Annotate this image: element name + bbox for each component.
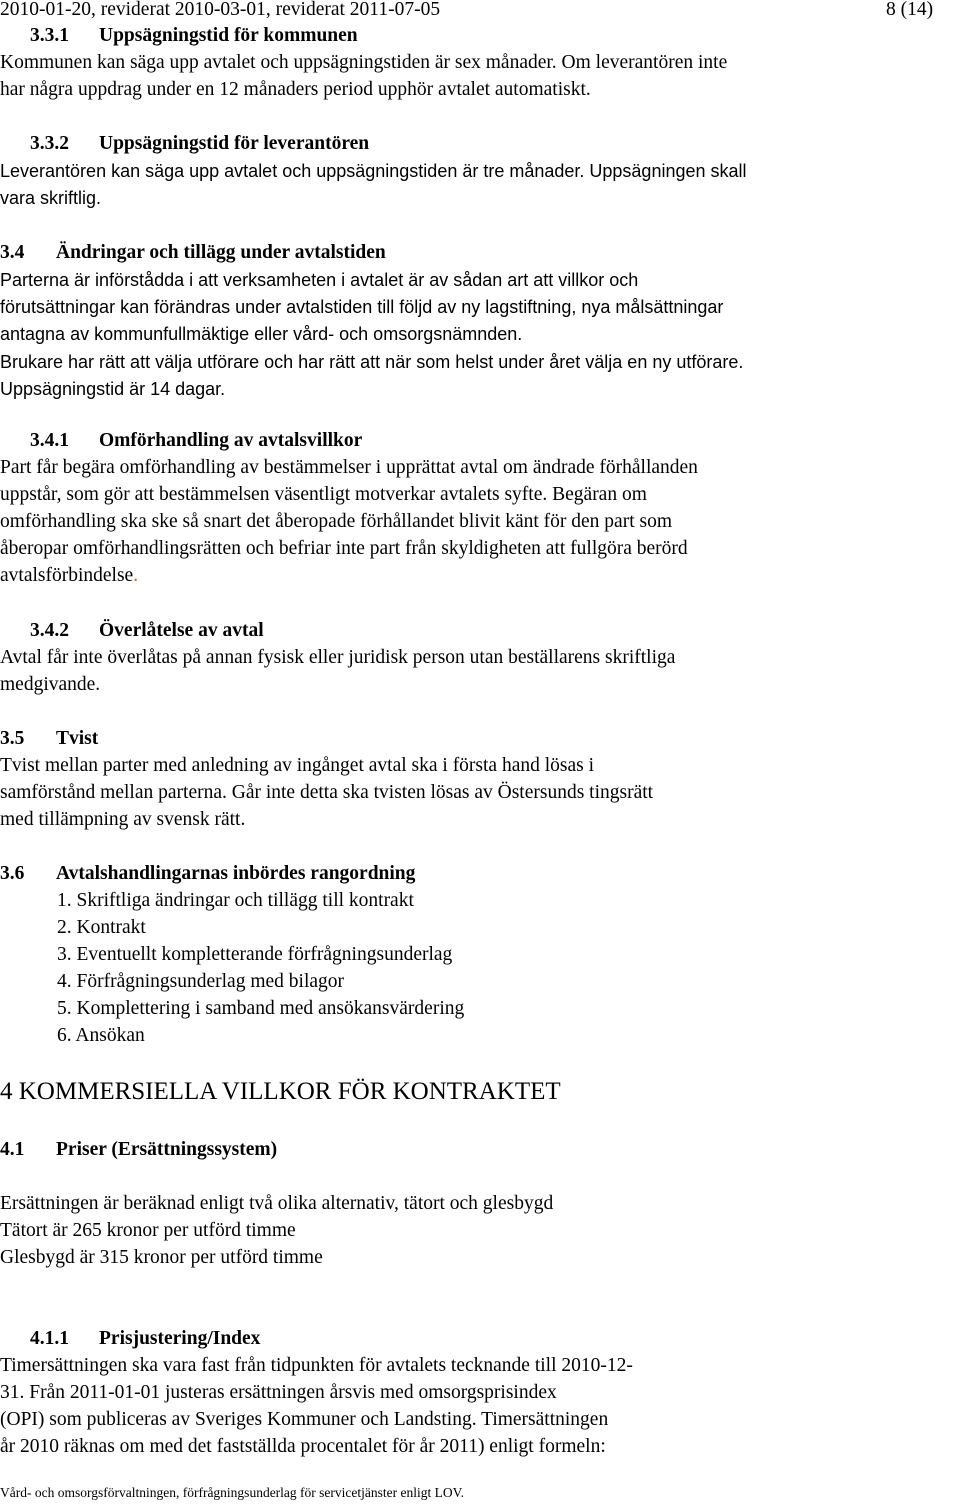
list-item: 4. Förfrågningsunderlag med bilagor — [57, 971, 345, 992]
paragraph-line: har några uppdrag under en 12 månaders period upphör avtalet automatiskt. — [0, 79, 591, 100]
paragraph-line: uppstår, som gör att bestämmelsen väsentligt motverkar avtalets syfte. Begäran om — [0, 484, 647, 505]
paragraph-line: med tillämpning av svensk rätt. — [0, 809, 246, 830]
section-title: Tvist — [56, 728, 99, 749]
paragraph-line: vara skriftlig. — [0, 188, 102, 208]
trailing-period: . — [133, 565, 139, 586]
section-title: Uppsägningstid för leverantören — [99, 133, 370, 154]
section-title: Överlåtelse av avtal — [99, 620, 264, 641]
list-item: 1. Skriftliga ändringar och tillägg till kontrakt — [57, 890, 414, 911]
paragraph-line: Kommunen kan säga upp avtalet och uppsägningstiden är sex månader. Om leverantören inte — [0, 52, 728, 73]
page-number: 8 (14) — [886, 0, 934, 20]
paragraph-line: Avtal får inte överlåtas på annan fysisk eller juridisk person utan beställarens skriftliga — [0, 647, 676, 668]
section-number: 3.4 — [0, 242, 25, 263]
paragraph-line: Parterna är införstådda i att verksamheten i avtalet är av sådan art att villkor och — [0, 270, 639, 290]
section-title: Prisjustering/Index — [99, 1328, 261, 1349]
paragraph-line: Leverantören kan säga upp avtalet och uppsägningstiden är tre månader. Uppsägningen skall — [0, 161, 747, 181]
paragraph-line: (OPI) som publiceras av Sveriges Kommuner och Landsting. Timersättningen — [0, 1409, 609, 1430]
section-title: Uppsägningstid för kommunen — [99, 25, 358, 46]
section-heading-3-4-2 — [30, 618, 264, 644]
list-item: 6. Ansökan — [57, 1025, 145, 1046]
section-heading-4-1-1 — [30, 1326, 260, 1352]
paragraph-line: förutsättningar kan förändras under avtalstiden till följd av ny lagstiftning, nya målsättningar — [0, 297, 724, 317]
section-number: 4.1.1 — [30, 1328, 69, 1349]
section-heading-3-4 — [0, 240, 386, 266]
paragraph-line: år 2010 räknas om med det fastställda procentalet för år 2011) enligt formeln: — [0, 1436, 606, 1457]
section-heading-3-4-1 — [30, 428, 362, 454]
section-title: Priser (Ersättningssystem) — [56, 1139, 278, 1160]
section-heading-3-3-2 — [30, 131, 369, 157]
paragraph-line: Part får begära omförhandling av bestämmelser i upprättat avtal om ändrade förhållanden — [0, 457, 698, 478]
section-title: Omförhandling av avtalsvillkor — [99, 430, 363, 451]
paragraph-text: avtalsförbindelse — [0, 565, 134, 586]
section-title: Ändringar och tillägg under avtalstiden — [56, 242, 386, 263]
list-item: 2. Kontrakt — [57, 917, 146, 938]
section-number: 3.3.2 — [30, 133, 69, 154]
paragraph-line: åberopar omförhandlingsrätten och befriar inte part från skyldigheten att fullgöra berörd — [0, 538, 688, 559]
paragraph-line: samförstånd mellan parterna. Går inte detta ska tvisten lösas av Östersunds tingsrätt — [0, 782, 654, 803]
paragraph-line: Brukare har rätt att välja utförare och har rätt att när som helst under året välja en ny utförare. — [0, 352, 744, 372]
section-heading-3-3-1 — [30, 23, 358, 49]
section-number: 3.5 — [0, 728, 25, 749]
list-item: 3. Eventuellt kompletterande förfrågningsunderlag — [57, 944, 453, 965]
section-number: 3.4.2 — [30, 620, 69, 641]
section-heading-3-5 — [0, 726, 98, 752]
section-number: 3.4.1 — [30, 430, 69, 451]
paragraph-line: antagna av kommunfullmäktige eller vård- och omsorgsnämnden. — [0, 324, 523, 344]
chapter-heading-4: 4 KOMMERSIELLA VILLKOR FÖR KONTRAKTET — [0, 1078, 561, 1105]
paragraph-line: Timersättningen ska vara fast från tidpunkten för avtalets tecknande till 2010-12- — [0, 1355, 633, 1376]
section-number: 3.6 — [0, 863, 25, 884]
paragraph-line: Glesbygd är 315 kronor per utförd timme — [0, 1247, 323, 1268]
revision-dates: 2010-01-20, reviderat 2010-03-01, reviderat 2011-07-05 — [0, 0, 441, 20]
section-number: 3.3.1 — [30, 25, 69, 46]
section-number: 4.1 — [0, 1139, 25, 1160]
section-heading-4-1 — [0, 1137, 277, 1163]
section-heading-3-6 — [0, 861, 415, 887]
list-item: 5. Komplettering i samband med ansökansvärdering — [57, 998, 465, 1019]
paragraph-line: omförhandling ska ske så snart det åberopade förhållandet blivit känt för den part som — [0, 511, 673, 532]
paragraph-line: Tätort är 265 kronor per utförd timme — [0, 1220, 296, 1241]
paragraph-line: Ersättningen är beräknad enligt två olika alternativ, tätort och glesbygd — [0, 1193, 554, 1214]
paragraph-line: medgivande. — [0, 674, 101, 695]
section-title: Avtalshandlingarnas inbördes rangordning — [56, 863, 416, 884]
page-footer: Vård- och omsorgsförvaltningen, förfrågningsunderlag för servicetjänster enligt LOV. — [0, 1485, 464, 1500]
paragraph-line: Uppsägningstid är 14 dagar. — [0, 379, 226, 399]
paragraph-line: Tvist mellan parter med anledning av ingånget avtal ska i första hand lösas i — [0, 755, 595, 776]
paragraph-line — [0, 563, 138, 589]
paragraph-line: 31. Från 2011-01-01 justeras ersättningen årsvis med omsorgsprisindex — [0, 1382, 557, 1403]
